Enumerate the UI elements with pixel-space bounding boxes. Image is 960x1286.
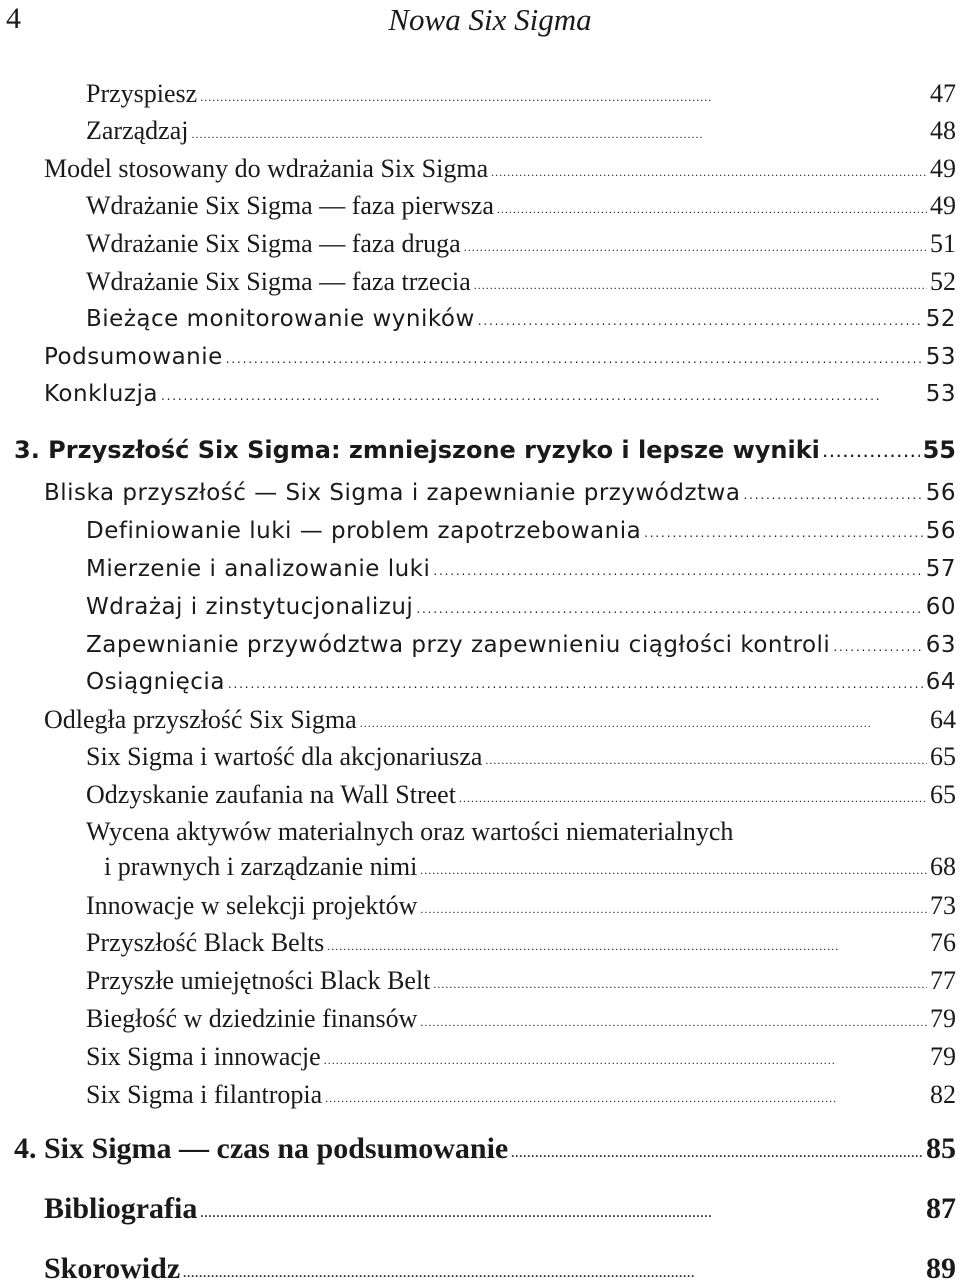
toc-entry-page: 60 [925,594,956,620]
dot-leader [823,435,920,463]
toc-entry-title: Podsumowanie [44,344,223,370]
dot-leader [324,1041,927,1071]
dot-leader [511,1131,923,1165]
dot-leader [491,153,927,183]
toc-entry-page: 82 [930,1080,956,1109]
toc-entry-title: Bibliografia [44,1192,198,1225]
toc-entry-title: Biegłość w dziedzinie finansów [86,1004,418,1033]
toc-entry-title: Definiowanie luki — problem zapotrzebowania [86,518,642,544]
toc-entry-page: 48 [930,116,956,145]
toc-entry[interactable] [86,556,956,582]
toc-entry-page: 87 [926,1192,956,1225]
toc-entry-title: 3. Przyszłość Six Sigma: zmniejszone ryzyko i lepsze wyniki [14,436,820,464]
toc-entry-title: Przyspiesz [86,79,198,108]
toc-chapter-entry[interactable] [14,1132,956,1166]
toc-entry-title: i prawnych i zarządzanie nimi [104,852,418,881]
page-number: 4 [6,2,21,35]
dot-leader [161,380,923,406]
toc-entry-page: 89 [926,1252,956,1285]
dot-leader [183,1251,923,1285]
toc-entry[interactable] [104,852,956,882]
toc-entry-title: Six Sigma i innowacje [86,1042,321,1071]
toc-entry[interactable] [86,116,956,146]
toc-entry[interactable] [86,1080,956,1110]
dot-leader [497,190,927,220]
toc-entry-page: 68 [930,852,956,881]
toc-entry-page: 73 [930,891,956,920]
dot-leader [474,266,927,296]
toc-entry[interactable] [86,79,956,109]
toc-entry-title: Wdrażanie Six Sigma — faza trzecia [86,267,471,296]
dot-leader [420,1003,927,1033]
dot-leader [420,851,927,881]
toc-entry[interactable] [44,154,956,184]
toc-entry[interactable] [44,480,956,506]
toc-entry-page: 52 [925,306,956,332]
dot-leader [478,305,923,331]
toc-entry-page: 79 [930,1004,956,1033]
toc-entry-title-line1: Wycena aktywów materialnych oraz wartości niematerialnych [86,817,734,846]
toc-entry-page: 76 [930,928,956,957]
toc-entry[interactable] [86,966,956,996]
toc-entry-title: Skorowidz [44,1252,181,1285]
toc-entry-title: 4. Six Sigma — czas na podsumowanie [14,1132,509,1165]
toc-entry[interactable] [44,381,956,407]
toc-entry-title: Innowacje w selekcji projektów [86,891,418,920]
toc-entry[interactable] [86,669,956,695]
dot-leader [226,343,923,369]
toc-entry[interactable] [44,344,956,370]
toc-entry-page: 52 [930,267,956,296]
toc-entry-title: Mierzenie i analizowanie luki [86,556,431,582]
toc-entry-page: 53 [925,344,956,370]
toc-entry-page: 51 [930,229,956,258]
dot-leader [200,78,927,108]
toc-entry[interactable] [86,742,956,772]
toc-chapter-entry[interactable] [14,436,956,464]
toc-entry-title: Odległa przyszłość Six Sigma [44,705,357,734]
toc-entry-page: 57 [925,556,956,582]
dot-leader [191,115,927,145]
toc-entry[interactable] [86,518,956,544]
dot-leader [433,965,927,995]
toc-entry-page: 65 [930,780,956,809]
toc-entry-title: Przyszłość Black Belts [86,928,325,957]
dot-leader [485,741,927,771]
toc-entry-title: Six Sigma i wartość dla akcjonariusza [86,742,483,771]
toc-entry[interactable] [86,594,956,620]
toc-entry-title: Odzyskanie zaufania na Wall Street [86,780,456,809]
toc-entry[interactable] [86,891,956,921]
toc-entry-page: 79 [930,1042,956,1071]
toc-entry-page: 47 [930,79,956,108]
dot-leader [833,631,922,657]
dot-leader [743,479,922,505]
toc-entry[interactable] [86,780,956,810]
toc-entry-page: 65 [930,742,956,771]
toc-entry-title: Wdrażanie Six Sigma — faza druga [86,229,461,258]
toc-entry-title: Zapewnianie przywództwa przy zapewnieniu ciągłości kontroli [86,632,831,658]
toc-entry-page: 56 [925,480,956,506]
toc-entry[interactable] [86,229,956,259]
toc-entry-title: Wdrażanie Six Sigma — faza pierwsza [86,191,494,220]
dot-leader [200,1191,923,1225]
toc-entry[interactable] [86,1004,956,1034]
toc-entry-title: Osiągnięcia [86,669,225,695]
dot-leader [228,668,923,694]
toc-entry-title: Bliska przyszłość — Six Sigma i zapewnianie przywództwa [44,480,741,506]
toc-entry-page: 49 [930,191,956,220]
dot-leader [325,1079,927,1109]
running-head: Nowa Six Sigma [388,2,592,37]
toc-entry[interactable] [86,191,956,221]
toc-entry-page: 64 [925,669,956,695]
toc-entry[interactable] [86,306,956,332]
dot-leader [420,890,927,920]
toc-entry-title: Przyszłe umiejętności Black Belt [86,966,431,995]
dot-leader [433,555,922,581]
toc-entry-page: 49 [930,154,956,183]
toc-entry[interactable] [86,632,956,658]
toc-entry-title: Wdrażaj i zinstytucjonalizuj [86,594,414,620]
dot-leader [464,228,927,258]
toc-entry-page: 63 [925,632,956,658]
toc-entry-page: 56 [925,518,956,544]
toc-entry-page: 53 [925,381,956,407]
toc-entry[interactable] [44,705,956,735]
toc-entry-title: Six Sigma i filantropia [86,1080,323,1109]
toc-entry-page: 77 [930,966,956,995]
toc-entry[interactable] [86,1042,956,1072]
toc-entry-page: 85 [926,1132,956,1165]
toc-chapter-entry[interactable] [44,1252,956,1286]
toc-entry-title: Konkluzja [44,381,158,407]
dot-leader [416,593,922,619]
dot-leader [360,704,927,734]
dot-leader [644,517,923,543]
toc-entry[interactable] [86,267,956,297]
dot-leader [459,779,927,809]
toc-entry-title: Bieżące monitorowanie wyników [86,306,475,332]
toc-chapter-entry[interactable] [44,1192,956,1226]
dot-leader [327,927,927,957]
toc-entry[interactable] [86,928,956,958]
toc-entry-title: Model stosowany do wdrażania Six Sigma [44,154,489,183]
toc-entry-page: 55 [922,436,956,464]
toc-entry-title: Zarządzaj [86,116,189,145]
toc-entry-page: 64 [930,705,956,734]
